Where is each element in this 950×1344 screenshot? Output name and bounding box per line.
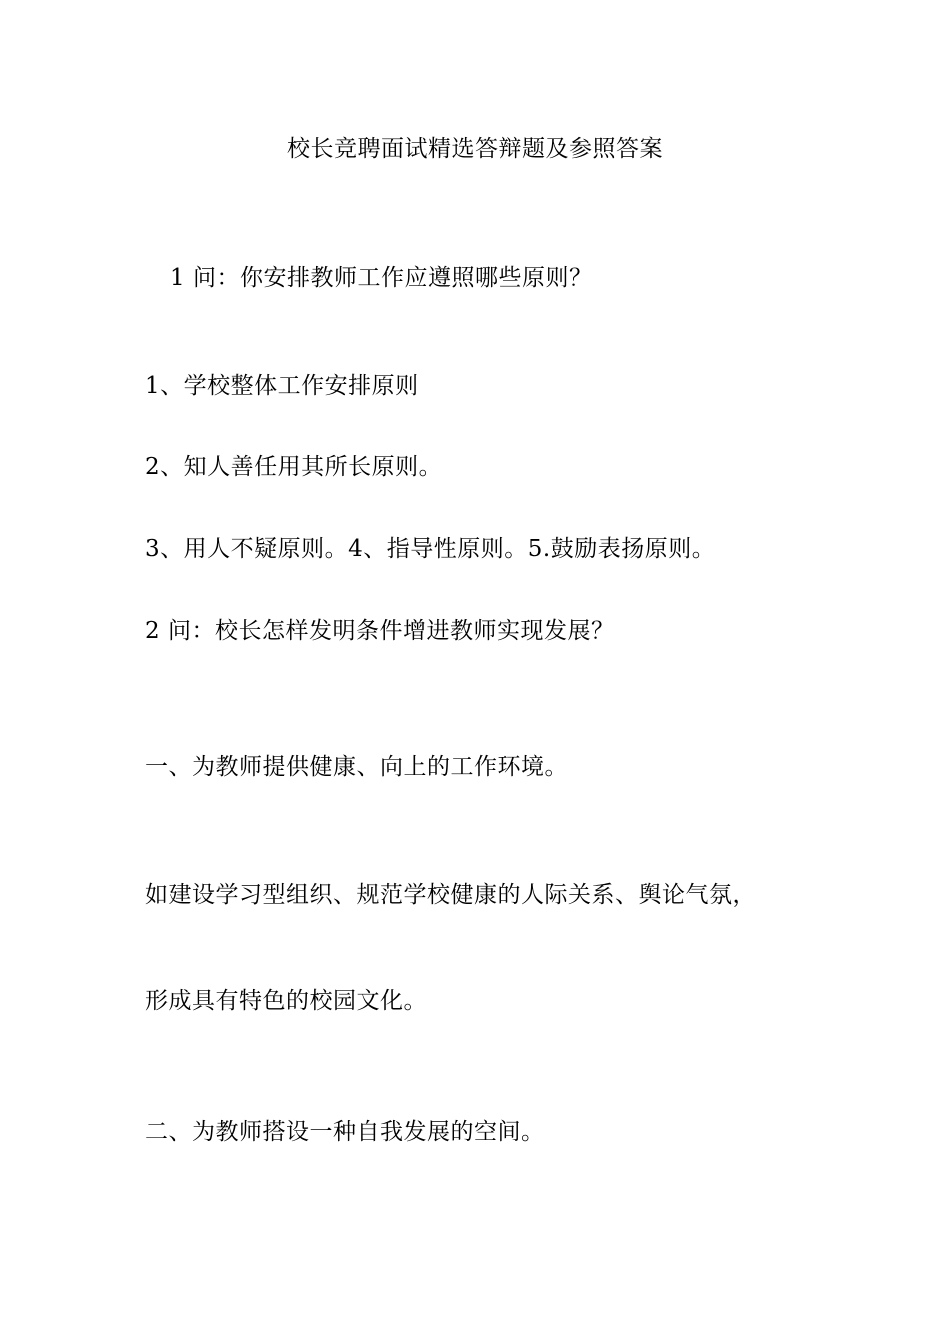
document-title: 校长竞聘面试精选答辩题及参照答案 [287, 136, 663, 162]
paragraph-line-2: 形成具有特色的校园文化。 [145, 988, 427, 1014]
section-heading-1: 一、为教师提供健康、向上的工作环境。 [145, 754, 568, 780]
paragraph-line-1: 如建设学习型组织、规范学校健康的人际关系、舆论气氛， [145, 882, 756, 908]
question-1: 1 问：你安排教师工作应遵照哪些原则？ [170, 265, 593, 291]
section-heading-2: 二、为教师搭设一种自我发展的空间。 [145, 1119, 545, 1145]
answer-line-3: 3、用人不疑原则。4、指导性原则。5.鼓励表扬原则。 [145, 536, 716, 562]
answer-line-2: 2、知人善任用其所长原则。 [145, 454, 443, 480]
question-2: 2 问：校长怎样发明条件增进教师实现发展？ [145, 618, 615, 644]
answer-line-1: 1、学校整体工作安排原则 [145, 373, 419, 399]
